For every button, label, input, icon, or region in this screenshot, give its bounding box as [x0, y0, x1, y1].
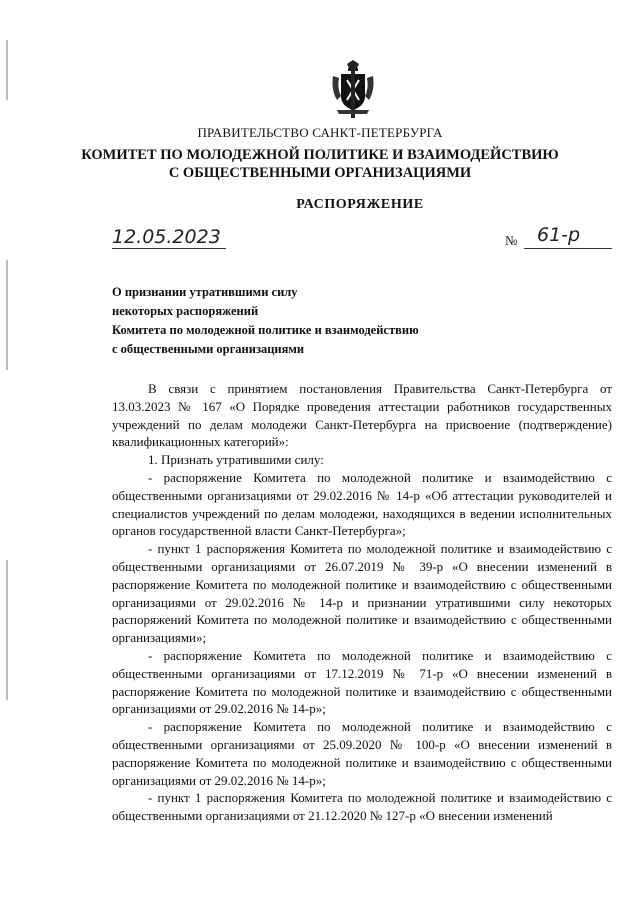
document-date: 12.05.2023	[112, 226, 221, 248]
scan-margin-mark	[6, 560, 8, 700]
list-item: - распоряжение Комитета по молодежной политике и взаимодействию с общественными организациями от 25.09.2020 № 100-р «О внесении изменений в распоряжение Комитета по молодежной политике и взаимодействию с общественными организациями от 29.02.2016 № 14-р»;	[112, 719, 612, 788]
committee-title	[0, 146, 640, 182]
date-underline	[112, 248, 226, 249]
subject-line: с общественными организациями	[112, 342, 305, 356]
scan-margin-mark	[6, 260, 8, 370]
coat-of-arms-icon	[327, 60, 379, 120]
document-subject	[112, 283, 419, 359]
committee-title-line: КОМИТЕТ ПО МОЛОДЕЖНОЙ ПОЛИТИКЕ И ВЗАИМОДЕЙСТВИЮ	[81, 147, 559, 163]
document-type: РАСПОРЯЖЕНИЕ	[296, 197, 424, 212]
document-number: 61-р	[537, 224, 581, 246]
intro-paragraph: В связи с принятием постановления Правительства Санкт-Петербурга от 13.03.2023 № 167 «О Порядке проведения аттестации работников государственных учреждений по делам молодежи Санкт-Петербурга на присвоение (подтверждение) квалификационных категорий»:	[112, 381, 612, 450]
number-label: №	[505, 233, 518, 248]
document-body	[112, 380, 612, 825]
list-item: - пункт 1 распоряжения Комитета по молодежной политике и взаимодействию с общественными организациями от 26.07.2019 № 39-р «О внесении изменений в распоряжение Комитета по молодежной политике и взаимодействию с общественными организациями от 29.02.2016 № 14-р и признании утратившими силу некоторых распоряжений Комитета по молодежной политике и взаимодействию с общественными организациями»;	[112, 541, 612, 646]
list-item: - распоряжение Комитета по молодежной политике и взаимодействию с общественными организациями от 17.12.2019 № 71-р «О внесении изменений в распоряжение Комитета по молодежной политике и взаимодействию с общественными организациями от 29.02.2016 № 14-р»;	[112, 647, 612, 717]
point-paragraph: 1. Признать утратившими силу:	[148, 452, 324, 468]
scan-margin-mark	[6, 40, 8, 100]
subject-line: О признании утратившими силу	[112, 285, 298, 299]
government-title: ПРАВИТЕЛЬСТВО САНКТ-ПЕТЕРБУРГА	[197, 125, 443, 140]
list-item: - распоряжение Комитета по молодежной политике и взаимодействию с общественными организациями от 29.02.2016 № 14-р «Об аттестации руководителей и специалистов учреждений по делам молодежи, находящихся в ведении исполнительных органов государственной власти Санкт-Петербурга»;	[112, 469, 612, 539]
list-item: - пункт 1 распоряжения Комитета по молодежной политике и взаимодействию с общественными организациями от 21.12.2020 № 127-р «О внесении изменений	[112, 790, 612, 824]
number-underline	[524, 248, 612, 249]
subject-line: Комитета по молодежной политике и взаимодействию	[112, 323, 419, 337]
subject-line: некоторых распоряжений	[112, 304, 259, 318]
committee-title-line: С ОБЩЕСТВЕННЫМИ ОРГАНИЗАЦИЯМИ	[168, 165, 472, 181]
